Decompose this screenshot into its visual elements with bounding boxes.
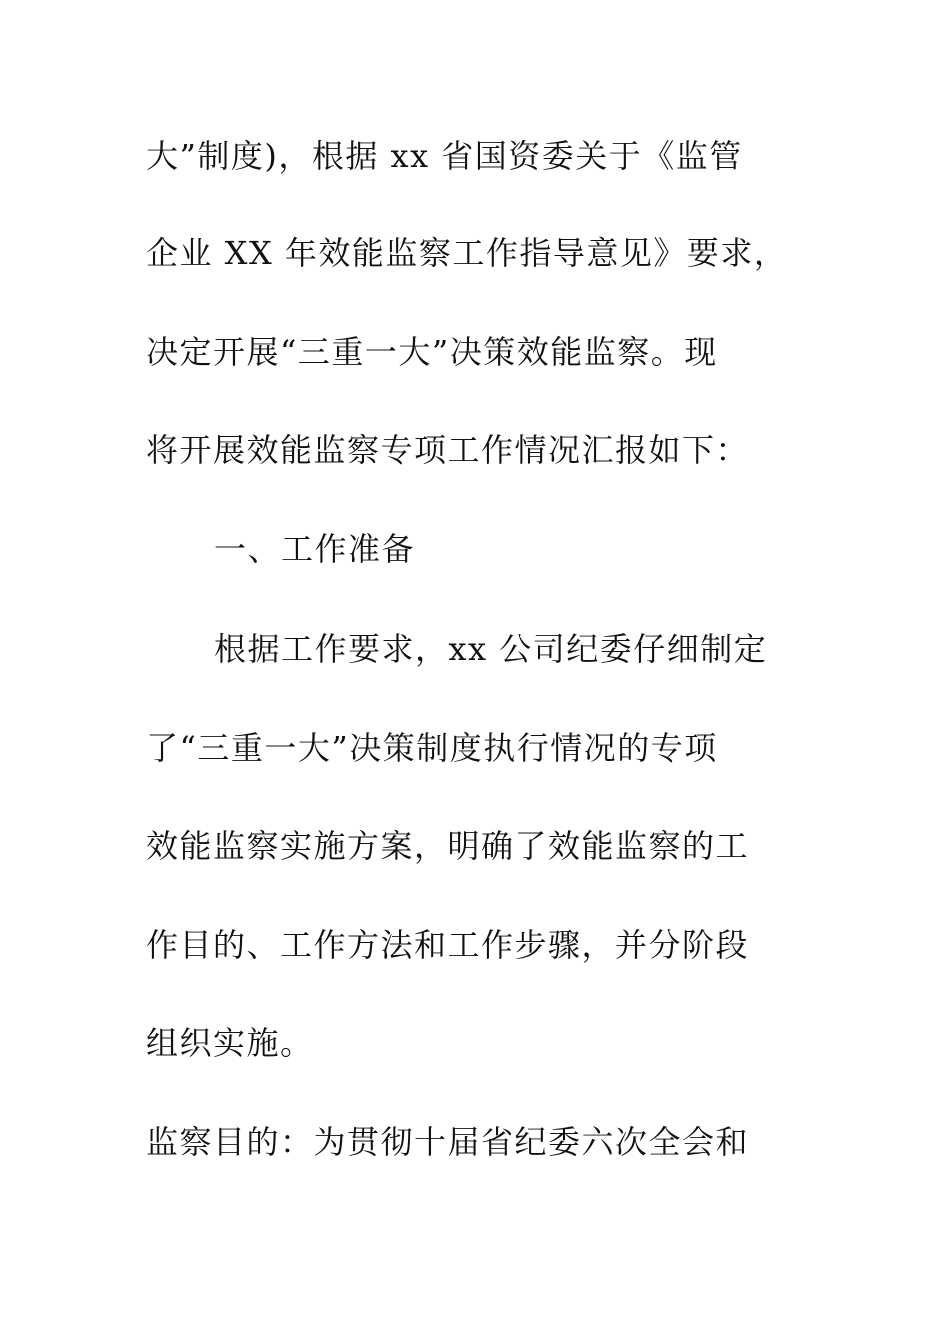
paragraph-line: 根据工作要求，xx 公司纪委仔细制定	[214, 630, 768, 668]
paragraph-line: 决定开展“三重一大”决策效能监察。现	[146, 333, 718, 371]
paragraph-line: 企业 XX 年效能监察工作指导意见》要求，	[146, 234, 788, 272]
paragraph-line: 组织实施。	[146, 1024, 314, 1062]
paragraph-line: 将开展效能监察专项工作情况汇报如下：	[146, 431, 750, 469]
paragraph-line: 作目的、工作方法和工作步骤，并分阶段	[146, 926, 750, 964]
paragraph-line: 了“三重一大”决策制度执行情况的专项	[146, 729, 718, 767]
section-heading: 一、工作准备	[214, 530, 416, 568]
paragraph-line: 效能监察实施方案，明确了效能监察的工	[146, 827, 750, 865]
paragraph-line: 监察目的：为贯彻十届省纪委六次全会和	[146, 1123, 750, 1161]
paragraph-line: 大”制度)，根据 xx 省国资委关于《监管	[146, 137, 743, 175]
